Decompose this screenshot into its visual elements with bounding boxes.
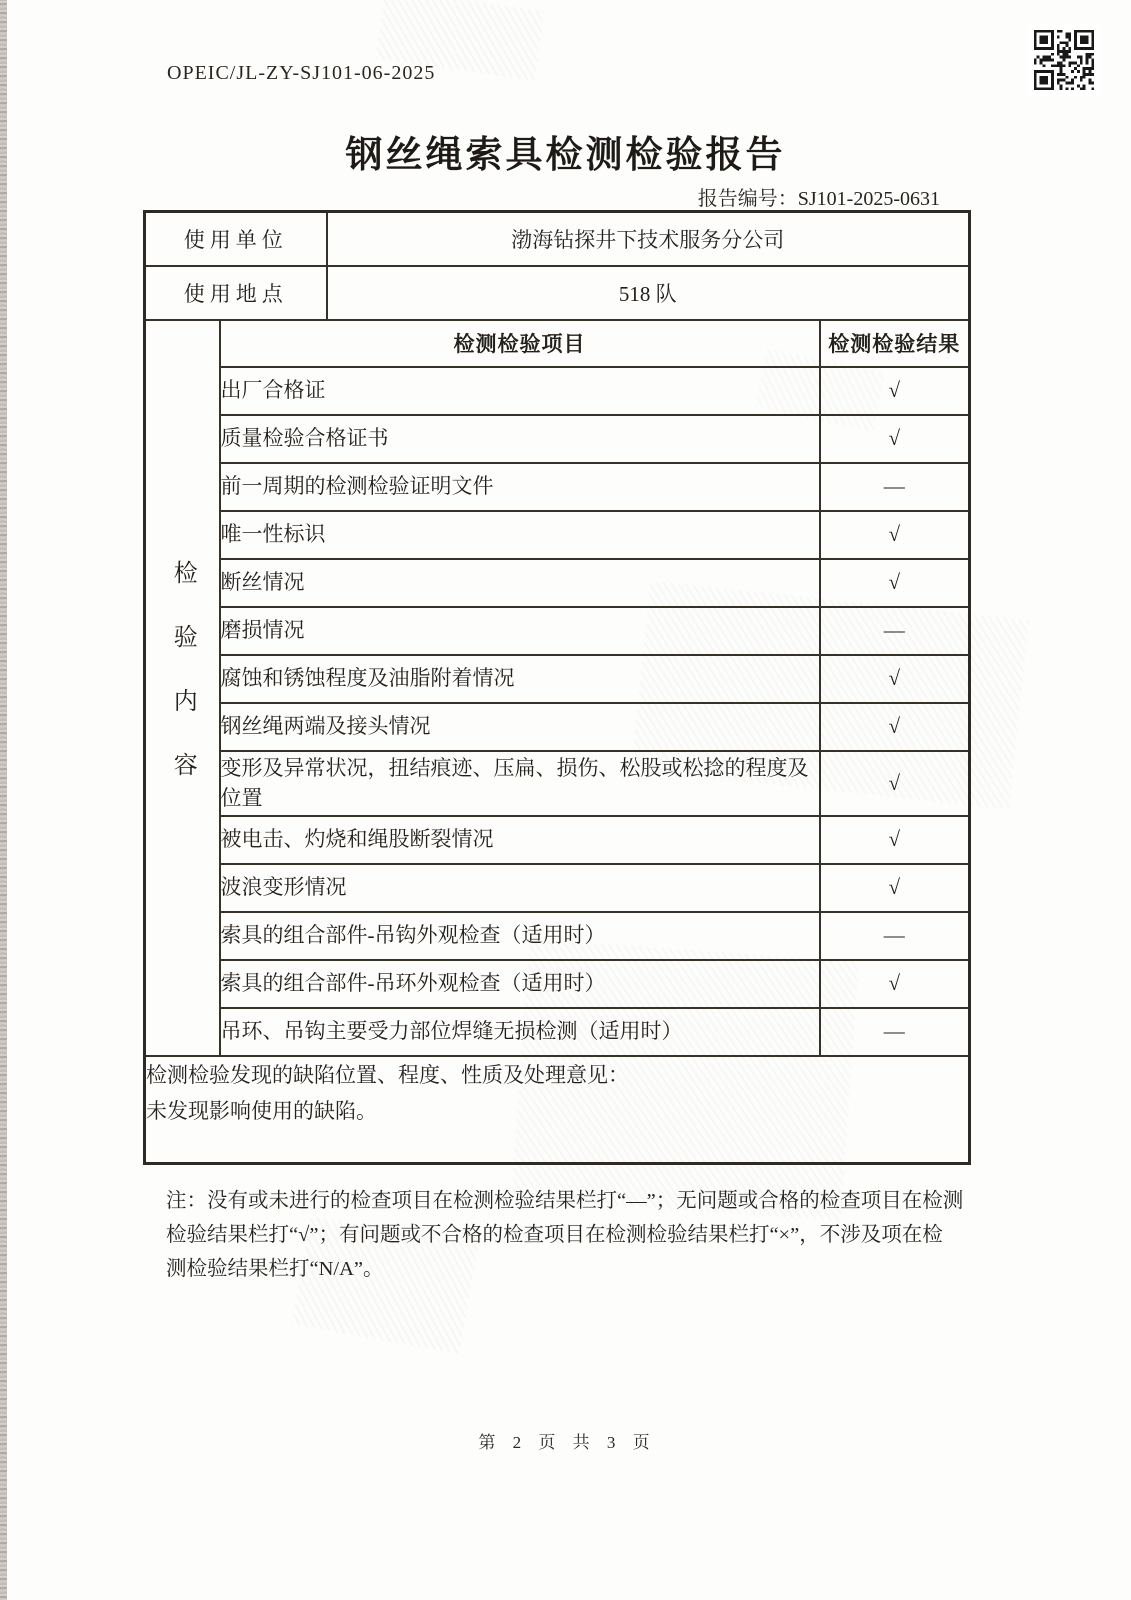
table-header-row [145, 320, 970, 367]
result-cell: √ [820, 415, 970, 463]
defects-cell [145, 1056, 970, 1164]
table-row [145, 415, 970, 463]
table-row [145, 1008, 970, 1056]
item-cell: 唯一性标识 [220, 511, 820, 559]
table-row [145, 960, 970, 1008]
table-row [145, 463, 970, 511]
report-number-label: 报告编号： [697, 188, 798, 210]
result-cell: √ [820, 864, 970, 912]
result-cell: — [820, 912, 970, 960]
result-cell: √ [820, 559, 970, 607]
column-header-result: 检测检验结果 [820, 320, 970, 367]
result-cell: √ [820, 367, 970, 415]
page-number: 第 2 页 共 3 页 [478, 1433, 653, 1452]
item-cell: 被电击、灼烧和绳股断裂情况 [220, 816, 820, 864]
footnote-line: 注：没有或未进行的检查项目在检测检验结果栏打“—”；无问题或合格的检查项目在检测 [166, 1190, 964, 1212]
result-cell: — [820, 463, 970, 511]
footnote-line: 测检验结果栏打“N/A”。 [166, 1258, 384, 1280]
result-cell: √ [820, 655, 970, 703]
table-row [145, 864, 970, 912]
item-cell: 波浪变形情况 [220, 864, 820, 912]
side-label: 检验内容 [169, 559, 196, 816]
inspection-table [143, 210, 971, 1165]
info-value: 渤海钻探井下技术服务分公司 [327, 212, 970, 266]
report-number [0, 182, 940, 211]
result-cell: √ [820, 703, 970, 751]
result-cell: √ [820, 816, 970, 864]
item-cell: 吊环、吊钩主要受力部位焊缝无损检测（适用时） [220, 1008, 820, 1056]
table-row [145, 703, 970, 751]
table-row [145, 607, 970, 655]
defects-title: 检测检验发现的缺陷位置、程度、性质及处理意见： [146, 1062, 629, 1087]
item-cell: 磨损情况 [220, 607, 820, 655]
table-row-use-location [145, 266, 970, 320]
item-cell: 断丝情况 [220, 559, 820, 607]
table-row [145, 655, 970, 703]
result-cell: √ [820, 960, 970, 1008]
table-row [145, 367, 970, 415]
side-label-cell [145, 320, 220, 1056]
scan-edge-strip [0, 0, 7, 1600]
table-row [145, 511, 970, 559]
document-code: OPEIC/JL-ZY-SJ101-06-2025 [167, 62, 436, 84]
item-cell: 出厂合格证 [220, 367, 820, 415]
table-row [145, 816, 970, 864]
info-label: 使用地点 [145, 266, 327, 320]
result-cell: √ [820, 751, 970, 816]
result-cell: — [820, 607, 970, 655]
footnote [166, 1184, 971, 1286]
table-row [145, 912, 970, 960]
item-cell: 索具的组合部件-吊钩外观检查（适用时） [220, 912, 820, 960]
result-cell: — [820, 1008, 970, 1056]
item-cell: 索具的组合部件-吊环外观检查（适用时） [220, 960, 820, 1008]
column-header-item: 检测检验项目 [220, 320, 820, 367]
table-row [145, 751, 970, 816]
page-title: 钢丝绳索具检测检验报告 [345, 135, 786, 176]
item-cell: 变形及异常状况，扭结痕迹、压扁、损伤、松股或松捻的程度及位置 [220, 751, 820, 816]
item-cell: 质量检验合格证书 [220, 415, 820, 463]
table-row [145, 559, 970, 607]
result-cell: √ [820, 511, 970, 559]
table-row-user-unit [145, 212, 970, 266]
defects-content: 未发现影响使用的缺陷。 [146, 1099, 377, 1124]
info-label: 使用单位 [145, 212, 327, 266]
qr-code [1028, 24, 1100, 96]
item-cell: 前一周期的检测检验证明文件 [220, 463, 820, 511]
item-cell: 钢丝绳两端及接头情况 [220, 703, 820, 751]
report-number-value: SJ101-2025-0631 [797, 188, 940, 210]
item-cell: 腐蚀和锈蚀程度及油脂附着情况 [220, 655, 820, 703]
defects-row [145, 1056, 970, 1164]
info-value: 518 队 [327, 266, 970, 320]
footnote-line: 检验结果栏打“√”；有问题或不合格的检查项目在检测检验结果栏打“×”，不涉及项在检 [166, 1224, 943, 1246]
